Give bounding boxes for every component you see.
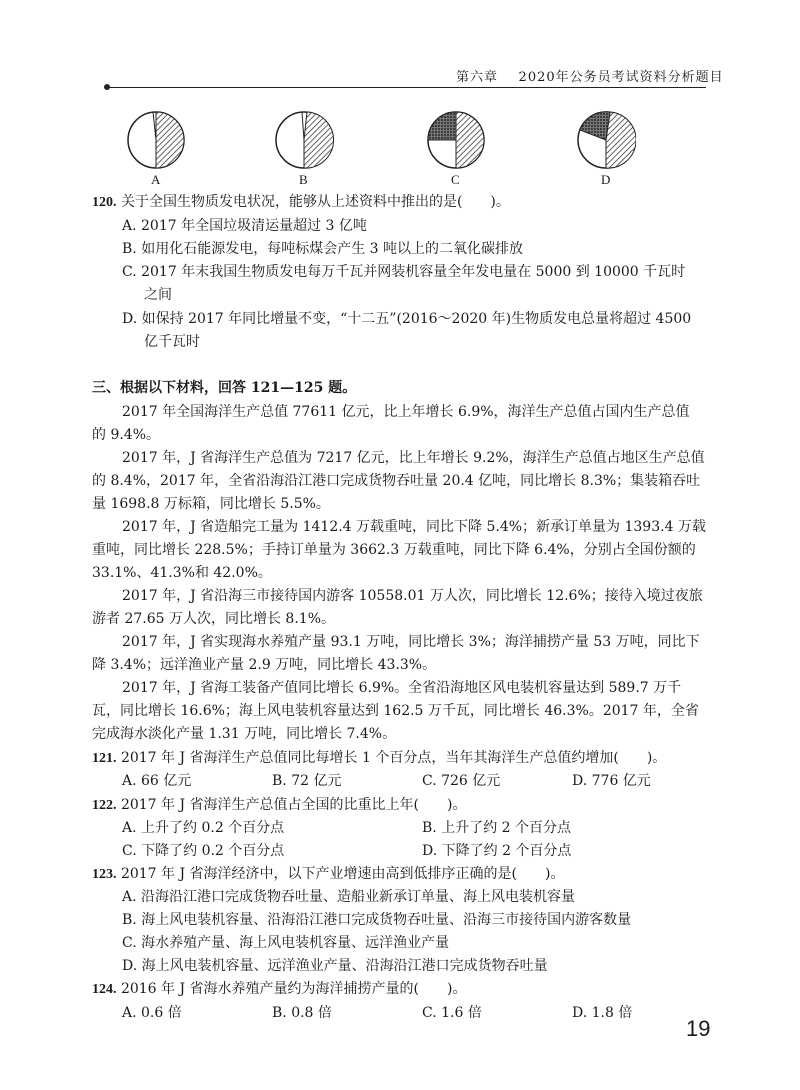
- q121-option-a: A. 66 亿元: [122, 773, 192, 789]
- q120-option-d-line2: 亿千瓦时: [144, 334, 200, 350]
- q123-stem: [92, 864, 564, 885]
- q120-option-c-line1: C. 2017 年末我国生物质发电每万千瓦并网装机容量全年发电量在 5000 到 10000 千瓦时: [122, 264, 686, 280]
- q120-option-a: A. 2017 年全国垃圾清运量超过 3 亿吨: [122, 218, 367, 234]
- pie-label-c: C: [451, 172, 460, 187]
- material-p5-line1: 2017 年，J 省实现海水养殖产量 93.1 万吨，同比增长 3%；海洋捕捞产量 53 万吨，同比下: [122, 634, 700, 650]
- q121-number: 121.: [92, 751, 117, 766]
- q122-option-d: D. 下降了约 2 个百分点: [422, 843, 572, 859]
- pie-option-b: [274, 110, 334, 170]
- material-p4-line1: 2017 年，J 省沿海三市接待国内游客 10558.01 万人次，同比增长 12.6%；接待入境过夜旅: [122, 588, 703, 604]
- material-p6-line2: 瓦，同比增长 16.6%；海上风电装机容量达到 162.5 万千瓦，同比增长 46.3%。2017 年，全省: [92, 703, 699, 719]
- q122-option-c: C. 下降了约 0.2 个百分点: [122, 843, 285, 859]
- q120-option-c-line2: 之间: [144, 287, 172, 303]
- q123-number: 123.: [92, 867, 117, 882]
- q120-option-d-line1: D. 如保持 2017 年同比增量不变，“十二五”(2016～2020 年)生物质发电总量将超过 4500: [122, 311, 692, 327]
- q122-text: 2017 年 J 省海洋生产总值占全国的比重比上年( )。: [120, 797, 467, 813]
- pie-option-d: [576, 110, 636, 170]
- q124-text: 2016 年 J 省海水养殖产量约为海洋捕捞产量的( )。: [120, 981, 467, 997]
- page-number: 19: [686, 1016, 711, 1041]
- pie-option-a: [126, 110, 186, 170]
- material-p2-line3: 量 1698.8 万标箱，同比增长 5.5%。: [92, 496, 330, 512]
- section-title: 三、根据以下材料，回答 121—125 题。: [92, 380, 357, 396]
- material-p2-line2: 的 8.4%，2017 年，全省沿海沿江港口完成货物吞吐量 20.4 亿吨，同比增长 8.3%；集装箱吞吐: [92, 473, 701, 489]
- material-p1-line1: 2017 年全国海洋生产总值 77611 亿元，比上年增长 6.9%，海洋生产总值占国内生产总值: [122, 404, 690, 420]
- q124-option-b: B. 0.8 倍: [272, 1005, 332, 1021]
- pie-label-a: A: [151, 172, 161, 187]
- header-rule: [106, 87, 706, 88]
- material-p4-line2: 游者 27.65 万人次，同比增长 8.1%。: [92, 611, 335, 627]
- q123-option-c: C. 海水养殖产量、海上风电装机容量、远洋渔业产量: [122, 935, 450, 951]
- q123-option-b: B. 海上风电装机容量、沿海沿江港口完成货物吞吐量、沿海三市接待国内游客数量: [122, 912, 632, 928]
- q120-stem: [92, 192, 510, 213]
- pie-label-d: D: [601, 172, 611, 187]
- q122-number: 122.: [92, 798, 117, 813]
- pie-option-c: [426, 110, 486, 170]
- q122-option-b: B. 上升了约 2 个百分点: [422, 820, 571, 836]
- q121-option-d: D. 776 亿元: [572, 773, 651, 789]
- material-p1-line2: 的 9.4%。: [92, 427, 161, 443]
- q121-text: 2017 年 J 省海洋生产总值同比每增长 1 个百分点，当年其海洋生产总值约增加( )。: [120, 750, 667, 766]
- header-chapter: 第六章: [456, 70, 499, 85]
- q124-stem: [92, 979, 466, 1000]
- material-p3-line1: 2017 年，J 省造船完工量为 1412.4 万载重吨，同比下降 5.4%；新承订单量为 1393.4 万载: [122, 519, 706, 535]
- q124-option-d: D. 1.8 倍: [572, 1005, 633, 1021]
- running-header: [456, 66, 724, 85]
- material-p3-line3: 33.1%、41.3%和 42.0%。: [92, 565, 272, 581]
- q120-text: 关于全国生物质发电状况，能够从上述资料中推出的是( )。: [120, 194, 510, 210]
- material-p5-line2: 降 3.4%；远洋渔业产量 2.9 万吨，同比增长 43.3%。: [92, 657, 437, 673]
- q120-number: 120.: [92, 195, 117, 210]
- material-p6-line1: 2017 年，J 省海工装备产值同比增长 6.9%。全省沿海地区风电装机容量达到 589.7 万千: [122, 680, 682, 696]
- material-p2-line1: 2017 年，J 省海洋生产总值为 7217 亿元，比上年增长 9.2%，海洋生产总值占地区生产总值: [122, 450, 705, 466]
- q122-stem: [92, 795, 466, 816]
- q120-option-b: B. 如用化石能源发电，每吨标煤会产生 3 吨以上的二氧化碳排放: [122, 241, 523, 257]
- q121-stem: [92, 748, 666, 769]
- q123-option-a: A. 沿海沿江港口完成货物吞吐量、造船业新承订单量、海上风电装机容量: [122, 889, 576, 905]
- pie-label-b: B: [299, 172, 308, 187]
- q123-option-d: D. 海上风电装机容量、远洋渔业产量、沿海沿江港口完成货物吞吐量: [122, 958, 548, 974]
- material-p3-line2: 重吨，同比增长 228.5%；手持订单量为 3662.3 万载重吨，同比下降 6.4%，分别占全国份额的: [92, 542, 696, 558]
- q123-text: 2017 年 J 省海洋经济中，以下产业增速由高到低排序正确的是( )。: [120, 866, 565, 882]
- q124-option-c: C. 1.6 倍: [422, 1005, 482, 1021]
- header-book-title: 2020年公务员考试资料分析题目: [518, 70, 724, 85]
- q124-number: 124.: [92, 982, 117, 997]
- q122-option-a: A. 上升了约 0.2 个百分点: [122, 820, 285, 836]
- q121-option-b: B. 72 亿元: [272, 773, 342, 789]
- q124-option-a: A. 0.6 倍: [122, 1005, 182, 1021]
- material-p6-line3: 完成海水淡化产量 1.31 万吨，同比增长 7.4%。: [92, 726, 397, 742]
- q121-option-c: C. 726 亿元: [422, 773, 501, 789]
